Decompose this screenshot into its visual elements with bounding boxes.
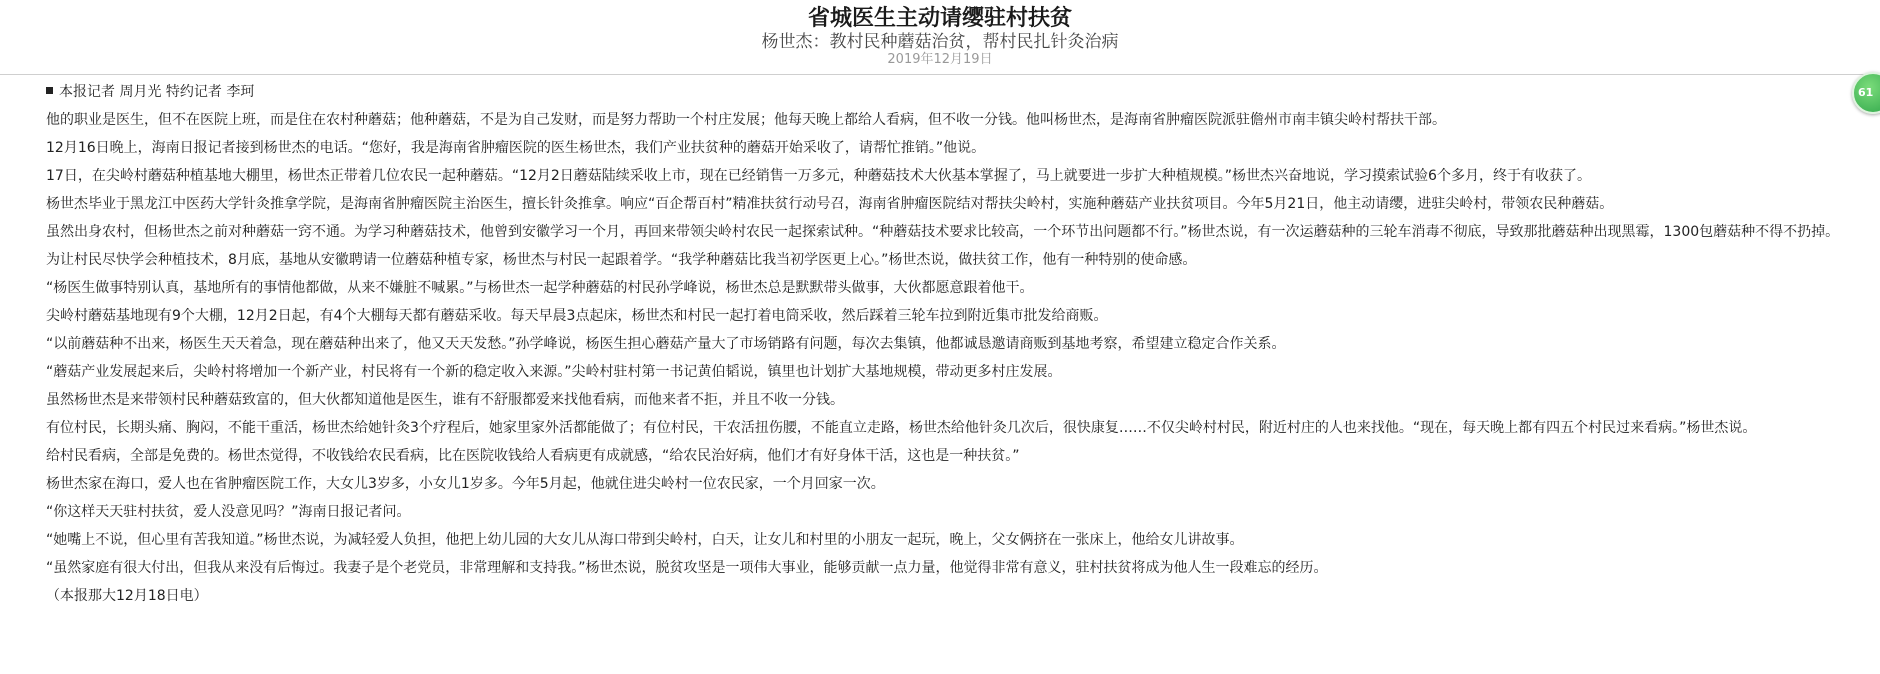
article-header <box>0 0 1880 68</box>
paragraph: “以前蘑菇种不出来，杨医生天天着急，现在蘑菇种出来了，他又天天发愁。”孙学峰说，杨医生担心蘑菇产量大了市场销路有问题，每次去集镇，他都诚恳邀请商贩到基地考察，希望建立稳定合作关系。 <box>46 336 1286 352</box>
paragraph: 杨世杰毕业于黑龙江中医药大学针灸推拿学院，是海南省肿瘤医院主治医生，擅长针灸推拿。响应“百企帮百村”精准扶贫行动号召，海南省肿瘤医院结对帮扶尖岭村，实施种蘑菇产业扶贫项目。今年5月21日，他主动请缨，进驻尖岭村，带领农民种蘑菇。 <box>46 196 1614 212</box>
paragraph: 有位村民，长期头痛、胸闷，不能干重活，杨世杰给她针灸3个疗程后，她家里家外活都能做了；有位村民，干农活扭伤腰，不能直立走路，杨世杰给他针灸几次后，很快康复……不仅尖岭村村民，附近村庄的人也来找他。“现在，每天晚上都有四五个村民过来看病。”杨世杰说。 <box>46 420 1757 436</box>
paragraph: “她嘴上不说，但心里有苦我知道。”杨世杰说，为减轻爱人负担，他把上幼儿园的大女儿从海口带到尖岭村，白天，让女儿和村里的小朋友一起玩，晚上，父女俩挤在一张床上，他给女儿讲故事。 <box>46 532 1244 548</box>
paragraph: 他的职业是医生，但不在医院上班，而是住在农村种蘑菇；他种蘑菇，不是为自己发财，而是努力帮助一个村庄发展；他每天晚上都给人看病，但不收一分钱。他叫杨世杰，是海南省肿瘤医院派驻儋州市南丰镇尖岭村帮扶干部。 <box>46 112 1446 128</box>
paragraph: 杨世杰家在海口，爱人也在省肿瘤医院工作，大女儿3岁多，小女儿1岁多。今年5月起，他就住进尖岭村一位农民家，一个月回家一次。 <box>46 476 885 492</box>
article-subtitle: 杨世杰：教村民种蘑菇治贫，帮村民扎针灸治病 <box>761 32 1119 52</box>
paragraph: “你这样天天驻村扶贫，爱人没意见吗？”海南日报记者问。 <box>46 504 411 520</box>
paragraph: 虽然杨世杰是来带领村民种蘑菇致富的，但大伙都知道他是医生，谁有不舒服都爱来找他看病，而他来者不拒，并且不收一分钱。 <box>46 392 844 408</box>
paragraph: 虽然出身农村，但杨世杰之前对种蘑菇一窍不通。为学习种蘑菇技术，他曾到安徽学习一个月，再回来带领尖岭村农民一起探索试种。“种蘑菇技术要求比较高，一个环节出问题都不行。”杨世杰说，有一次运蘑菇种的三轮车消毒不彻底，导致那批蘑菇种出现黑霉，1300包蘑菇种不得不扔掉。 <box>46 224 1840 240</box>
square-bullet-icon <box>46 87 53 94</box>
floating-count-badge[interactable]: 61 <box>1852 72 1880 114</box>
paragraph: 17日，在尖岭村蘑菇种植基地大棚里，杨世杰正带着几位农民一起种蘑菇。“12月2日蘑菇陆续采收上市，现在已经销售一万多元，种蘑菇技术大伙基本掌握了，马上就要进一步扩大种植规模。”杨世杰兴奋地说，学习摸索试验6个多月，终于有收获了。 <box>46 168 1591 184</box>
article-body <box>0 75 1880 610</box>
publish-date: 2019年12月19日 <box>887 52 993 67</box>
paragraph: 12月16日晚上，海南日报记者接到杨世杰的电话。“您好，我是海南省肿瘤医院的医生杨世杰，我们产业扶贫种的蘑菇开始采收了，请帮忙推销。”他说。 <box>46 140 986 156</box>
paragraph: 尖岭村蘑菇基地现有9个大棚，12月2日起，有4个大棚每天都有蘑菇采收。每天早晨3点起床，杨世杰和村民一起打着电筒采收，然后踩着三轮车拉到附近集市批发给商贩。 <box>46 308 1108 324</box>
paragraph: “虽然家庭有很大付出，但我从来没有后悔过。我妻子是个老党员，非常理解和支持我。”杨世杰说，脱贫攻坚是一项伟大事业，能够贡献一点力量，他觉得非常有意义，驻村扶贫将成为他人生一段难忘的经历。 <box>46 560 1328 576</box>
paragraph: “杨医生做事特别认真，基地所有的事情他都做，从来不嫌脏不喊累。”与杨世杰一起学种蘑菇的村民孙学峰说，杨世杰总是默默带头做事，大伙都愿意跟着他干。 <box>46 280 1034 296</box>
paragraph: “蘑菇产业发展起来后，尖岭村将增加一个新产业，村民将有一个新的稳定收入来源。”尖岭村驻村第一书记黄伯韬说，镇里也计划扩大基地规模，带动更多村庄发展。 <box>46 364 1062 380</box>
dateline: （本报那大12月18日电） <box>46 588 208 604</box>
byline-text: 本报记者 周月光 特约记者 李珂 <box>59 84 255 100</box>
byline <box>14 78 1868 106</box>
article-title: 省城医生主动请缨驻村扶贫 <box>807 6 1072 31</box>
paragraph: 给村民看病，全部是免费的。杨世杰觉得，不收钱给农民看病，比在医院收钱给人看病更有成就感，“给农民治好病，他们才有好身体干活，这也是一种扶贫。” <box>46 448 1020 464</box>
paragraph: 为让村民尽快学会种植技术，8月底，基地从安徽聘请一位蘑菇种植专家，杨世杰与村民一起跟着学。“我学种蘑菇比我当初学医更上心。”杨世杰说，做扶贫工作，他有一种特别的使命感。 <box>46 252 1197 268</box>
